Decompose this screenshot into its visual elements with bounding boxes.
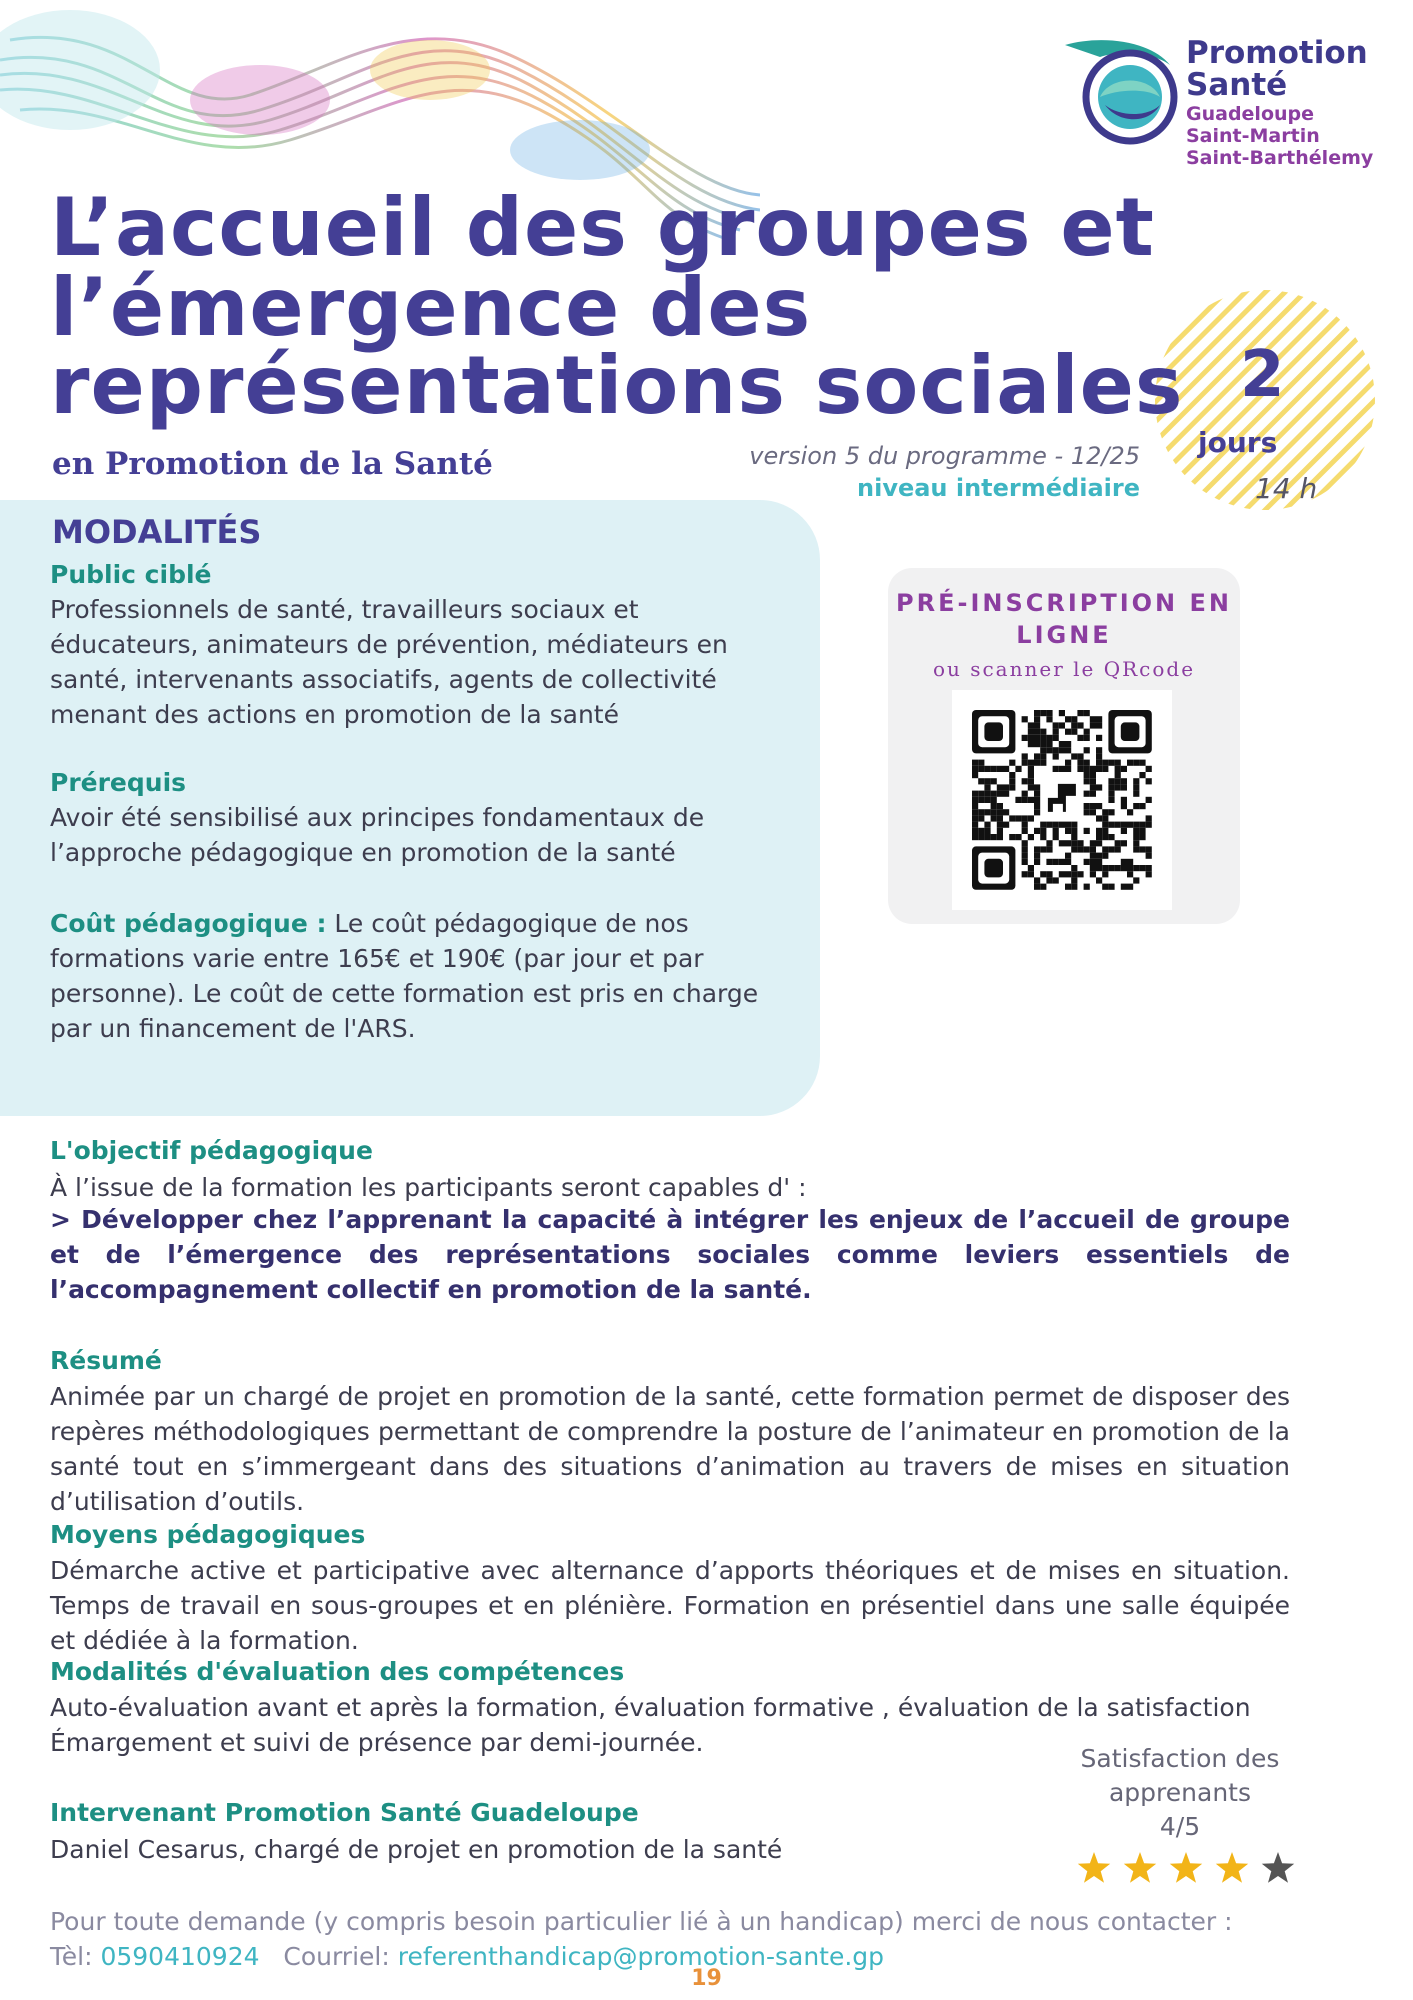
duration-days-label: jours [1198,426,1278,459]
logo-name-line1: Promotion [1186,35,1368,71]
email-link[interactable]: referenthandicap@promotion-sante.gp [397,1942,885,1971]
logo-name-line2: Santé [1186,67,1288,103]
evaluation-heading: Modalités d'évaluation des compétences [50,1657,625,1686]
page-number: 19 [691,1966,722,1991]
logo-region-guadeloupe: Guadeloupe [1186,103,1315,125]
resume-text: Animée par un chargé de projet en promotion de la santé, cette formation permet de disposer des repères méthodologiques permettant de comprendre la posture de l’animateur en promotion de la santé tout en s’immergeant dans des situations d’animation au travers de mises en situation d’utilisation d’outils. [50,1382,1290,1516]
cout-block [50,906,770,1046]
page-subtitle: en Promotion de la Santé [52,446,493,482]
satisfaction-stars [1072,1848,1302,1888]
prereq-text: Avoir été sensibilisé aux principes fondamentaux de l’approche pédagogique en promotion de la santé [50,803,705,867]
objectif-intro: À l’issue de la formation les participants seront capables d' : [50,1173,807,1202]
duration-days-number: 2 [1240,338,1285,412]
moyens-text: Démarche active et participative avec alternance d’apports théoriques et de mises en situation. Temps de travail en sous-groupes et en plénière. Formation en présentiel dans une salle équipée et dédiée à la formation. [50,1556,1290,1655]
cout-text: Le coût pédagogique de nos formations varie entre 165€ et 190€ (par jour et par personne). Le coût de cette formation est pris en charge par un financement de l'ARS. [50,909,759,1043]
contact-line1: Pour toute demande (y compris besoin particulier lié à un handicap) merci de nous contacter : [50,1907,1233,1936]
evaluation-line2: Émargement et suivi de présence par demi-journée. [50,1728,704,1757]
page-title-line1: L’accueil des groupes et [50,181,1155,274]
satisfaction-line2: apprenants [1108,1778,1251,1807]
registration-subtitle: ou scanner le QRcode [932,657,1196,681]
logo-region-saint-barthelemy: Saint-Barthélemy [1186,147,1374,169]
resume-heading: Résumé [50,1346,162,1375]
satisfaction-block [1055,1742,1305,1844]
registration-title[interactable]: PRÉ-INSCRIPTION EN LIGNE [896,589,1232,649]
logo-region-saint-martin: Saint-Martin [1186,125,1320,147]
prereq-heading: Prérequis [50,768,187,797]
public-heading: Public ciblé [50,560,212,589]
satisfaction-score: 4/5 [1159,1812,1201,1841]
star-icon [1262,1852,1294,1883]
objectif-heading: L'objectif pédagogique [50,1136,373,1165]
program-level: niveau intermédiaire [857,474,1140,502]
tel-label: Tèl: [50,1942,101,1971]
public-text: Professionnels de santé, travailleurs sociaux et éducateurs, animateurs de prévention, médiateurs en santé, intervenants associatifs, agents de collectivité menant des actions en promotion de la santé [50,595,728,729]
duration-hours: 14 h [1255,472,1318,505]
star-icon [1078,1852,1110,1883]
page-title-line2: l’émergence des [50,261,812,354]
logo-icon [1060,35,1185,145]
evaluation-line1: Auto-évaluation avant et après la formation, évaluation formative , évaluation de la satisfaction [50,1693,1251,1722]
cout-heading: Coût pédagogique : [50,909,327,938]
tel-link[interactable]: 0590410924 [100,1942,260,1971]
moyens-heading: Moyens pédagogiques [50,1520,366,1549]
satisfaction-line1: Satisfaction des [1080,1744,1280,1773]
page-title-line3: représentations sociales [50,339,1184,432]
objectif-text: > Développer chez l’apprenant la capacité à intégrer les enjeux de l’accueil de groupe et de l’émergence des représentations sociales comme leviers essentiels de l’accompagnement collectif en promotion de la santé. [50,1205,1290,1304]
star-icon [1170,1852,1202,1883]
star-icon [1216,1852,1248,1883]
contact-block [50,1904,1310,1974]
star-icon [1124,1852,1156,1883]
program-version: version 5 du programme - 12/25 [749,442,1140,470]
modalites-title: MODALITÉS [52,513,262,551]
intervenant-heading: Intervenant Promotion Santé Guadeloupe [50,1798,639,1827]
qr-code-icon[interactable] [952,690,1172,910]
mail-label: Courriel: [283,1942,398,1971]
intervenant-text: Daniel Cesarus, chargé de projet en promotion de la santé [50,1835,783,1864]
